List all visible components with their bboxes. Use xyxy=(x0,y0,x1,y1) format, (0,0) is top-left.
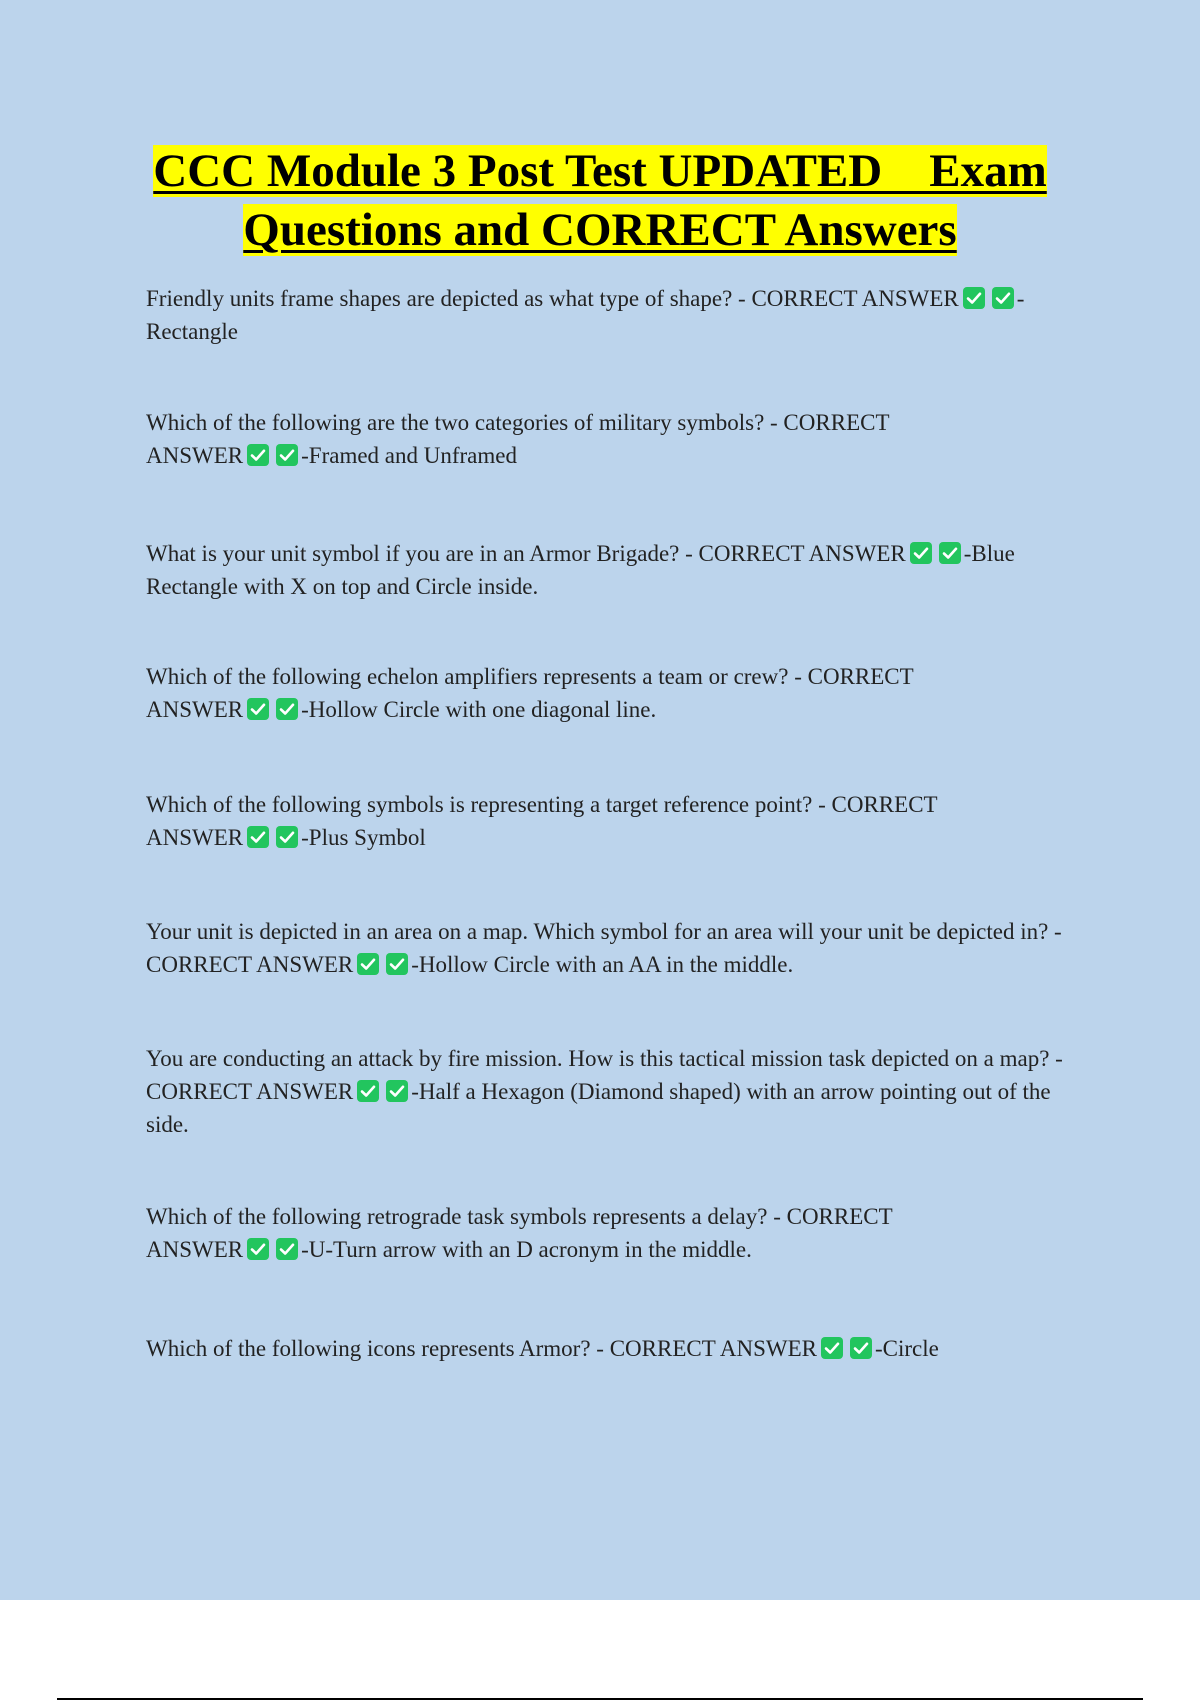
check-box-icon xyxy=(247,698,269,720)
qa-item xyxy=(146,1332,1081,1365)
check-box-icon xyxy=(247,444,269,466)
check-box-icon xyxy=(276,826,298,848)
question-text: Which of the following symbols is representing a target reference point? - CORRECT ANSWER xyxy=(146,792,938,850)
answer-text: -Plus Symbol xyxy=(301,825,426,850)
check-box-icon xyxy=(821,1337,843,1359)
qa-item xyxy=(146,788,996,854)
qa-item xyxy=(146,282,1081,348)
answer-text: -Hollow Circle with one diagonal line. xyxy=(301,697,657,722)
document-title xyxy=(120,142,1080,260)
title-line-1: CCC Module 3 Post Test UPDATED Exam xyxy=(153,145,1047,197)
check-box-icon xyxy=(992,287,1014,309)
check-box-icon xyxy=(386,1080,408,1102)
answer-text: -Framed and Unframed xyxy=(301,443,517,468)
question-text: What is your unit symbol if you are in an Armor Brigade? - CORRECT ANSWER xyxy=(146,541,906,566)
answer-text: -Blue Rectangle with X on top and Circle inside. xyxy=(146,541,1015,599)
answer-text: -Circle xyxy=(874,1336,939,1361)
check-box-icon xyxy=(276,698,298,720)
check-box-icon xyxy=(276,1238,298,1260)
check-box-icon xyxy=(357,953,379,975)
check-box-icon xyxy=(247,1238,269,1260)
qa-item xyxy=(146,406,966,472)
question-text: Which of the following retrograde task symbols represents a delay? - CORRECT ANSWER xyxy=(146,1204,893,1262)
question-text: Which of the following icons represents Armor? - CORRECT ANSWER xyxy=(146,1336,817,1361)
qa-item xyxy=(146,1042,1081,1141)
check-box-icon xyxy=(276,444,298,466)
question-text: Which of the following echelon amplifiers represents a team or crew? - CORRECT ANSWER xyxy=(146,664,914,722)
answer-text: -Rectangle xyxy=(146,286,1025,344)
answer-text: -U-Turn arrow with an D acronym in the middle. xyxy=(301,1237,752,1262)
check-box-icon xyxy=(910,542,932,564)
check-box-icon xyxy=(357,1080,379,1102)
title-line-2: Questions and CORRECT Answers xyxy=(243,204,957,256)
answer-text: -Half a Hexagon (Diamond shaped) with an arrow pointing out of the side. xyxy=(146,1079,1051,1137)
check-box-icon xyxy=(247,826,269,848)
question-text: Which of the following are the two categories of military symbols? - CORRECT ANSWER xyxy=(146,410,890,468)
check-box-icon xyxy=(963,287,985,309)
qa-item xyxy=(146,660,966,726)
question-text: You are conducting an attack by fire mission. How is this tactical mission task depicted on a map? - CORRECT ANSWER xyxy=(146,1046,1063,1104)
question-text: Friendly units frame shapes are depicted as what type of shape? - CORRECT ANSWER xyxy=(146,286,959,311)
check-box-icon xyxy=(386,953,408,975)
question-text: Your unit is depicted in an area on a map. Which symbol for an area will your unit be depicted in? - CORRECT ANSWER xyxy=(146,919,1062,977)
check-box-icon xyxy=(939,542,961,564)
check-box-icon xyxy=(850,1337,872,1359)
answer-text: -Hollow Circle with an AA in the middle. xyxy=(411,952,794,977)
qa-item xyxy=(146,915,1081,981)
qa-item xyxy=(146,1200,966,1266)
qa-item xyxy=(146,537,1081,603)
